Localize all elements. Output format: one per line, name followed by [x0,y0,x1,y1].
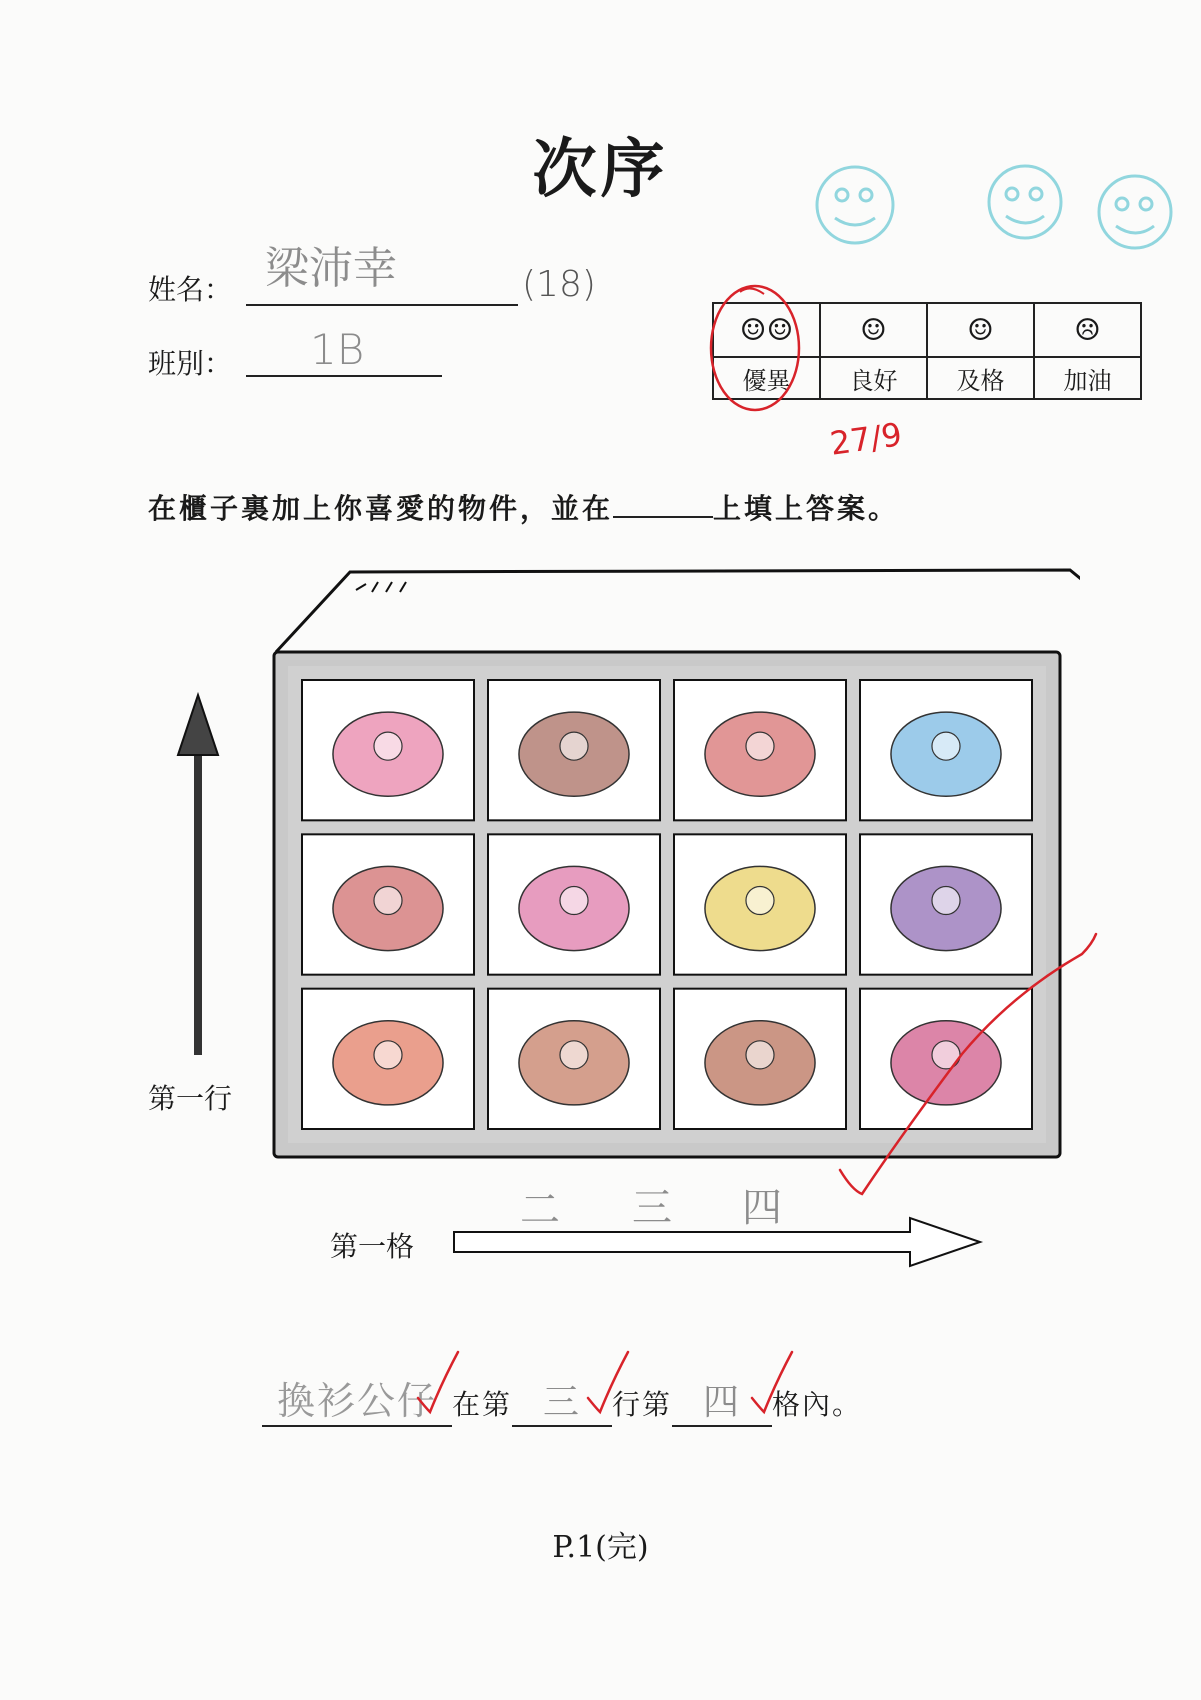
page-number: P.1(完) [552,1530,649,1565]
drawing-detail [374,886,402,914]
smiley-icon: ☺☺ [739,312,794,348]
selected-rating-circle [700,278,810,418]
answer-text-2: 行第 [612,1388,673,1421]
rating-label-good: 良好 [820,357,927,399]
answer-item: 換衫公仔 [276,1379,437,1423]
smiley-icon: ☺ [860,312,887,348]
worksheet-title: 次序 [532,133,669,207]
smiley-icon: ☺ [967,312,994,348]
rating-face-tryharder [1034,303,1141,357]
stamp-icon [817,167,893,243]
instruction-blank [613,494,713,518]
drawing-detail [560,886,588,914]
stamp-icon [989,166,1061,238]
drawing-detail [374,732,402,760]
instruction-text-after: 上填上答案。 [713,492,900,525]
drawing-detail [932,886,960,914]
answer-row-field [512,1374,612,1427]
frown-icon: ☹ [1074,312,1101,348]
answer-sentence [262,1370,862,1427]
date-mark: 27/9 [827,415,905,463]
up-arrow-icon [170,685,230,1065]
drawing-detail [746,732,774,760]
rating-label-tryharder: 加油 [1034,357,1141,399]
name-line [246,304,518,306]
class-line [246,375,442,377]
reward-stamps [800,150,1200,260]
name-label: 姓名： [148,273,233,306]
rating-face-good [820,303,927,357]
answer-text-1: 在第 [452,1388,513,1421]
answer-text-3: 格內。 [772,1388,863,1421]
answer-item-field [262,1370,452,1427]
drawing-detail [746,1041,774,1069]
column-axis-label: 第一格 [330,1230,415,1263]
answer-col-field [672,1374,772,1427]
instruction-text-before: 在櫃子裏加上你喜愛的物件，並在 [148,492,614,525]
student-number: (18) [522,264,596,305]
rating-label-pass: 及格 [927,357,1034,399]
column-number-4: 四 [742,1185,782,1231]
row-axis-label: 第一行 [148,1082,233,1115]
name-value: 梁沛幸 [265,243,397,294]
drawing-detail [560,1041,588,1069]
column-number-3: 三 [632,1185,672,1231]
class-value: 1B [310,325,365,374]
answer-col: 四 [703,1382,742,1423]
answer-row: 三 [543,1382,582,1423]
drawing-detail [932,1041,960,1069]
drawing-detail [746,886,774,914]
instruction [148,487,899,527]
drawing-detail [560,732,588,760]
drawing-detail [932,732,960,760]
rating-label-excellent: 優異 [713,357,820,399]
cabinet-illustration [150,560,1080,1260]
column-number-2: 二 [520,1187,560,1233]
rating-face-pass [927,303,1034,357]
drawing-detail [374,1041,402,1069]
stamp-icon [1099,176,1171,248]
class-label: 班別： [148,347,233,380]
